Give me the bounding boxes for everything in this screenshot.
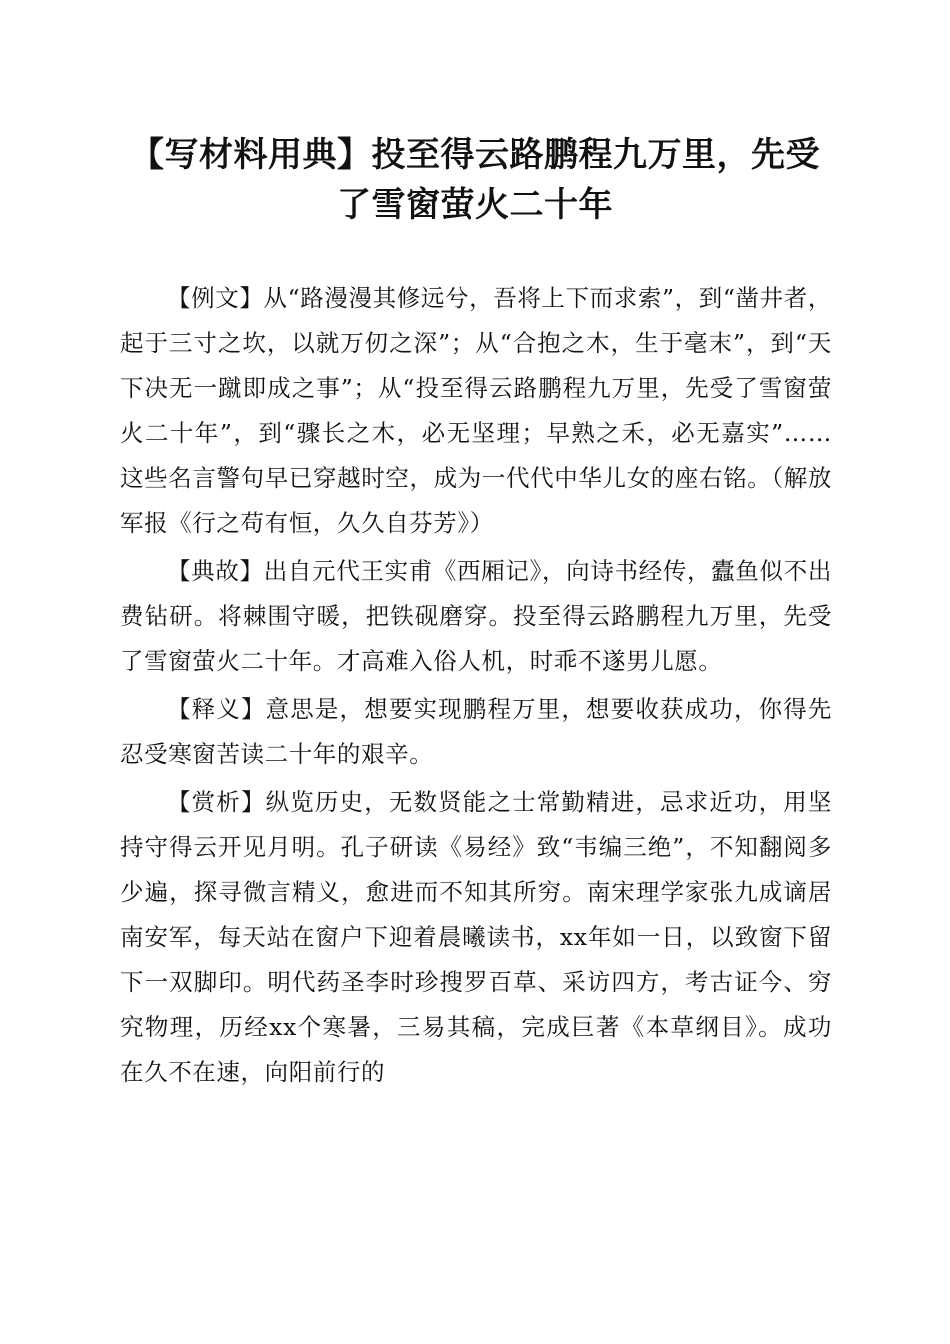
paragraph-text: 纵览历史，无数贤能之士常勤精进，忌求近功，用坚持守得云开见月明。孔子研读《易经》致“韦编三绝”，不知翻阅多少遍，探寻微言精义，愈进而不知其所穷。南宋理学家张九成谪居南安军，每天站在窗户下迎着晨曦读书，xx年如一日，以致窗下留下一双脚印。明代药圣李时珍搜罗百草、采访四方，考古证今、穷究物理，历经xx个寒暑，三易其稿，完成巨著《本草纲目》。成功在久不在速，向阳前行的 xyxy=(120,788,832,1086)
paragraph-tag: 【例文】 xyxy=(167,284,264,312)
paragraph-meaning xyxy=(120,687,832,777)
paragraph-tag: 【释义】 xyxy=(167,695,266,723)
paragraph-tag: 【典故】 xyxy=(167,557,264,585)
title-line-2: 了雪窗萤火二十年 xyxy=(337,185,613,225)
paragraph-text: 意思是，想要实现鹏程万里，想要收获成功，你得先忍受寒窗苦读二十年的艰辛。 xyxy=(120,695,832,768)
document-title xyxy=(95,130,855,230)
paragraph-text: 从“路漫漫其修远兮，吾将上下而求索”，到“凿井者，起于三寸之坎，以就万仞之深”；从“合抱之木，生于毫末”，到“天下决无一蹴即成之事”；从“投至得云路鹏程九万里，先受了雪窗萤火二十年”，到“骤长之木，必无坚理；早熟之禾，必无嘉实”……这些名言警句早已穿越时空，成为一代代中华儿女的座右铭。（解放军报《行之苟有恒，久久自芬芳》） xyxy=(120,284,832,537)
paragraph-tag: 【赏析】 xyxy=(167,788,266,816)
document-body xyxy=(120,276,832,1098)
paragraph-appreciation xyxy=(120,780,832,1095)
title-line-1: 【写材料用典】投至得云路鹏程九万里，先受 xyxy=(130,135,820,175)
paragraph-allusion xyxy=(120,549,832,684)
paragraph-example xyxy=(120,276,832,546)
paragraph-text: 出自元代王实甫《西厢记》，向诗书经传，蠹鱼似不出费钻研。将棘围守暖，把铁砚磨穿。投至得云路鹏程九万里，先受了雪窗萤火二十年。才高难入俗人机，时乖不遂男儿愿。 xyxy=(120,557,832,675)
